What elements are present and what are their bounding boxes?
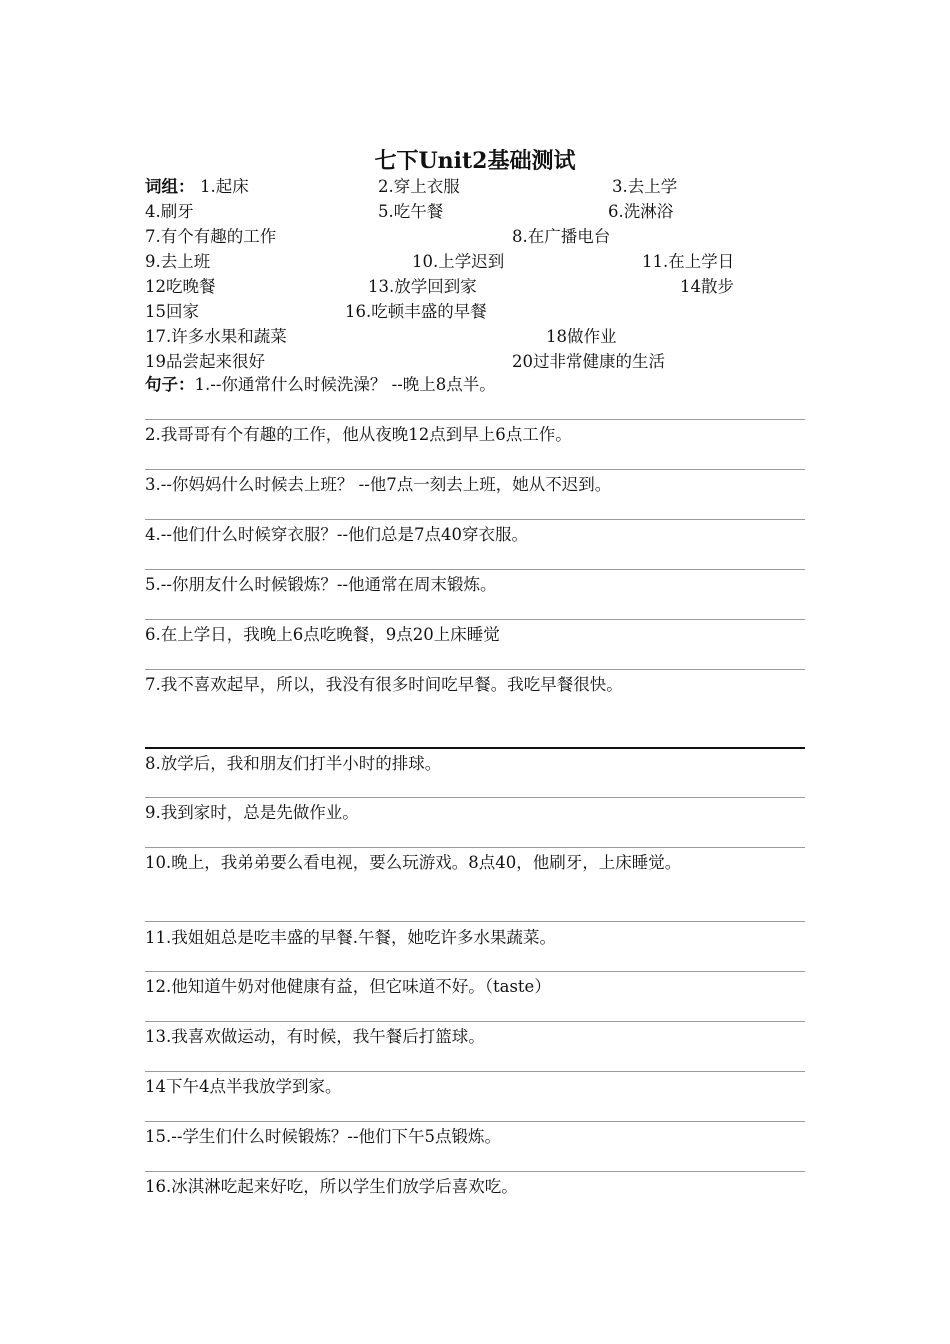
answer-line[interactable]: [145, 971, 805, 972]
sentence-item: 7.我不喜欢起早，所以，我没有很多时间吃早餐。我吃早餐很快。: [145, 675, 623, 694]
vocab-item: 12吃晚餐: [145, 277, 216, 296]
sentence-item: 5.--你朋友什么时候锻炼？--他通常在周末锻炼。: [145, 575, 497, 594]
vocab-item: 4.刷牙: [145, 202, 194, 221]
answer-line[interactable]: [145, 847, 805, 848]
sentences-heading: 句子：: [145, 375, 195, 394]
answer-line[interactable]: [145, 669, 805, 670]
page-title: 七下Unit2基础测试: [374, 148, 576, 174]
sentence-item: 3.--你妈妈什么时候去上班？ --他7点一刻去上班，她从不迟到。: [145, 475, 612, 494]
answer-line[interactable]: [145, 1021, 805, 1022]
sentence-item: [145, 373, 496, 397]
answer-line[interactable]: [145, 569, 805, 570]
vocab-item: 6.洗淋浴: [608, 202, 674, 221]
sentence-item: 9.我到家时，总是先做作业。: [145, 803, 359, 822]
sentence-item: 2.我哥哥有个有趣的工作，他从夜晚12点到早上6点工作。: [145, 425, 572, 444]
vocab-item: 20过非常健康的生活: [512, 352, 665, 371]
sentence-item: 13.我喜欢做运动，有时候，我午餐后打篮球。: [145, 1027, 485, 1046]
vocab-item: 17.许多水果和蔬菜: [145, 327, 287, 346]
vocab-item: 11.在上学日: [642, 252, 735, 271]
vocab-item: 19品尝起来很好: [145, 352, 265, 371]
sentence-item: 12.他知道牛奶对他健康有益，但它味道不好。（taste）: [145, 977, 551, 996]
vocab-item: 15回家: [145, 302, 199, 321]
vocab-item: 3.去上学: [612, 177, 678, 196]
vocab-item: 5.吃午餐: [378, 202, 444, 221]
vocab-item: 18做作业: [546, 327, 617, 346]
answer-line[interactable]: [145, 1121, 805, 1122]
sentence-text: 1.--你通常什么时候洗澡？ --晚上8点半。: [194, 375, 496, 394]
sentence-item: 14下午4点半我放学到家。: [145, 1077, 342, 1096]
vocab-item: 13.放学回到家: [368, 277, 477, 296]
sentence-item: 8.放学后，我和朋友们打半小时的排球。: [145, 754, 442, 773]
sentence-item: 16.冰淇淋吃起来好吃，所以学生们放学后喜欢吃。: [145, 1177, 518, 1196]
vocab-item: 9.去上班: [145, 252, 211, 271]
vocab-item: 8.在广播电台: [512, 227, 611, 246]
answer-line[interactable]: [145, 419, 805, 420]
sentence-item: 4.--他们什么时候穿衣服？--他们总是7点40穿衣服。: [145, 525, 529, 544]
answer-line[interactable]: [145, 1171, 805, 1172]
answer-line[interactable]: [145, 1071, 805, 1072]
sentence-item: 10.晚上，我弟弟要么看电视，要么玩游戏。8点40，他刷牙，上床睡觉。: [145, 853, 682, 872]
vocab-item: 10.上学迟到: [412, 252, 505, 271]
sentence-item: 11.我姐姐总是吃丰盛的早餐.午餐，她吃许多水果蔬菜。: [145, 928, 556, 947]
vocab-item: 2.穿上衣服: [378, 177, 460, 196]
vocab-heading: 词组：: [145, 177, 195, 196]
sentence-item: 15.--学生们什么时候锻炼？--他们下午5点锻炼。: [145, 1127, 502, 1146]
vocab-item: 14散步: [680, 277, 734, 296]
answer-line[interactable]: [145, 619, 805, 620]
answer-line[interactable]: [145, 747, 805, 749]
sentence-item: 6.在上学日，我晚上6点吃晚餐，9点20上床睡觉: [145, 625, 500, 644]
vocab-item: 7.有个有趣的工作: [145, 227, 277, 246]
vocab-item: 16.吃顿丰盛的早餐: [345, 302, 487, 321]
vocab-item: 1.起床: [200, 177, 249, 196]
answer-line[interactable]: [145, 921, 805, 922]
answer-line[interactable]: [145, 519, 805, 520]
answer-line[interactable]: [145, 797, 805, 798]
answer-line[interactable]: [145, 469, 805, 470]
